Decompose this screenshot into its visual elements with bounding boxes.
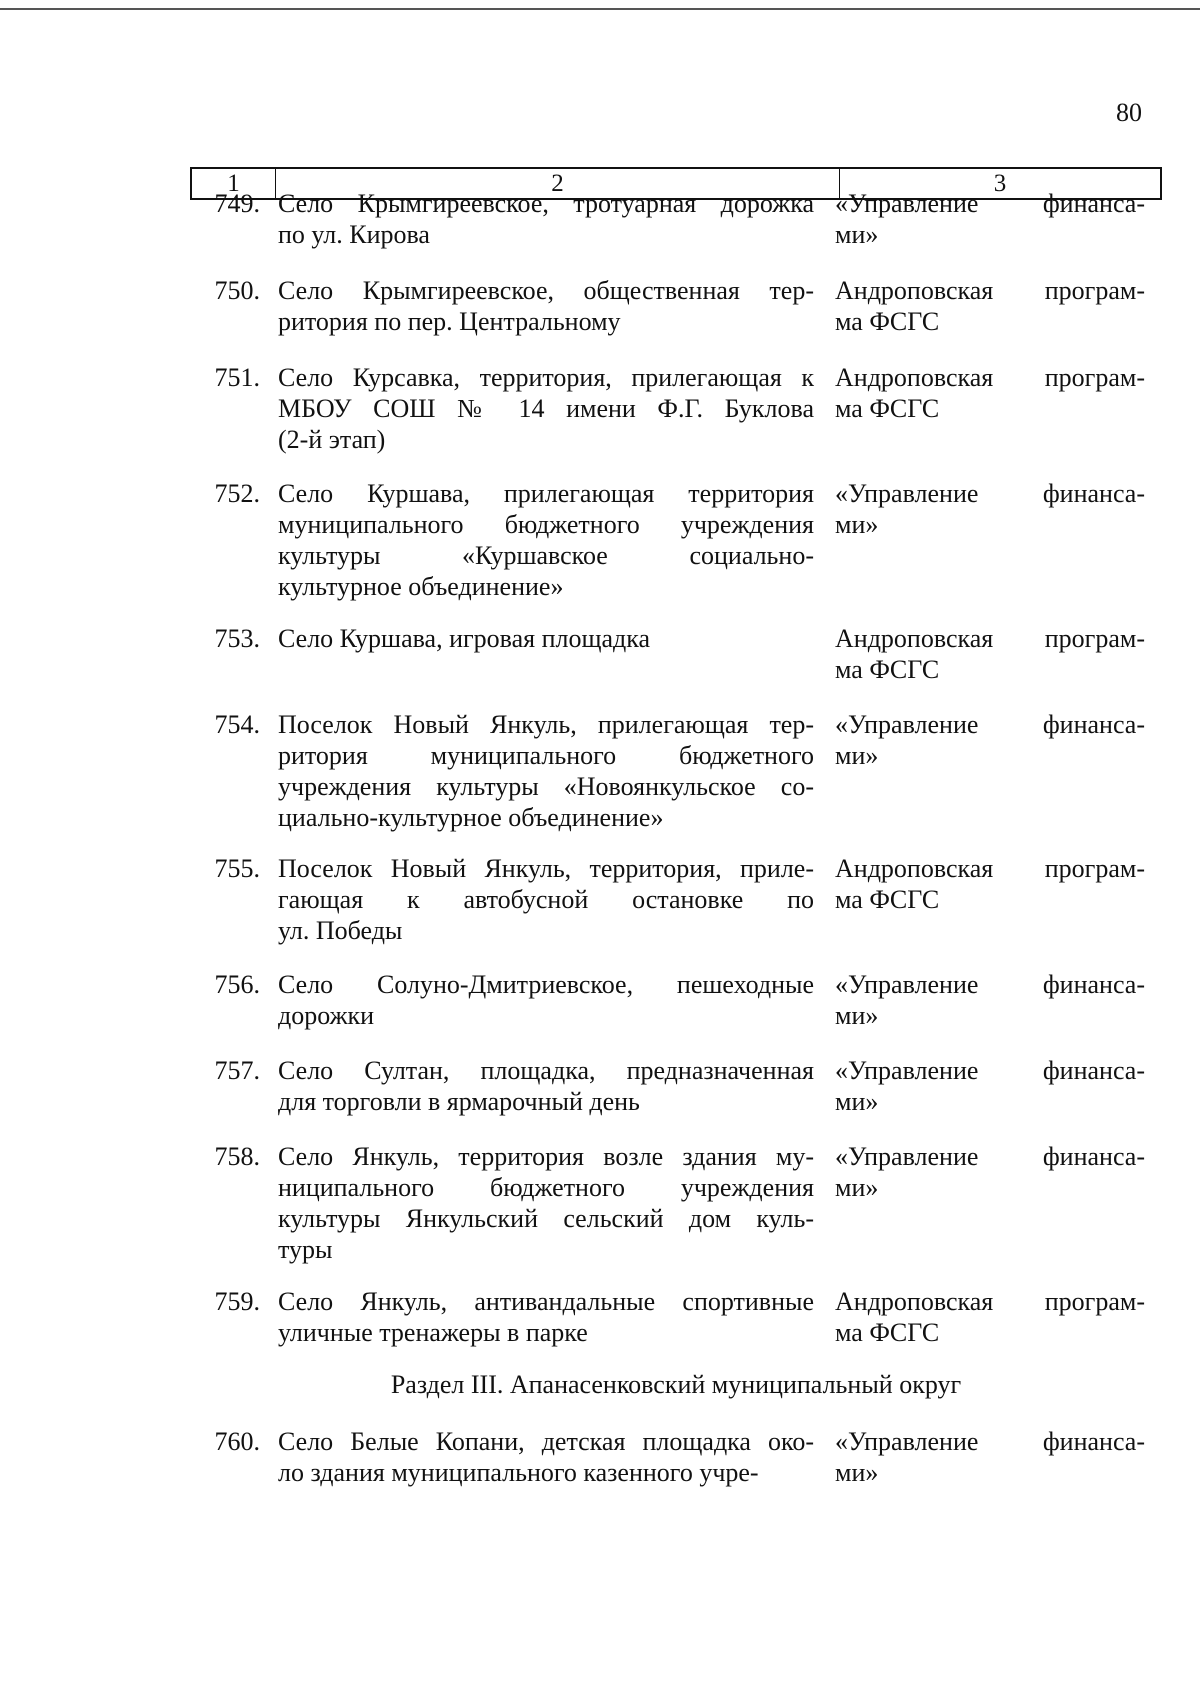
source-line xyxy=(835,275,1145,306)
row-source xyxy=(835,1426,1145,1488)
source-word: «Управление xyxy=(835,479,979,508)
row-number: 757. xyxy=(214,1056,260,1085)
source-line: ма ФСГС xyxy=(835,655,940,684)
source-word: Андроповская xyxy=(835,1287,994,1316)
header-col-3: 3 xyxy=(993,169,1007,197)
description-line: Село Султан, площадка, предназначенная xyxy=(278,1056,814,1085)
source-word: финанса- xyxy=(1042,1142,1145,1171)
header-col-1: 1 xyxy=(192,169,276,198)
source-line: ми» xyxy=(835,510,879,539)
description-line: культурное объединение» xyxy=(278,572,564,601)
description-line: Село Курсавка, территория, прилегающая к xyxy=(278,363,814,392)
row-source xyxy=(835,623,1145,685)
description-line: уличные тренажеры в парке xyxy=(278,1318,588,1347)
description-line: ул. Победы xyxy=(278,916,403,945)
description-line: Поселок Новый Янкуль, прилегающая тер- xyxy=(278,710,814,739)
description-line: (2-й этап) xyxy=(278,425,386,454)
source-word: финанса- xyxy=(1042,479,1145,508)
row-description xyxy=(278,969,814,1031)
description-line: учреждения культуры «Новоянкульское со- xyxy=(278,772,814,801)
row-source xyxy=(835,709,1145,771)
description-line: Село Куршава, прилегающая территория xyxy=(278,479,814,508)
row-number: 756. xyxy=(214,970,260,999)
description-line: Село Солуно-Дмитриевское, пешеходные xyxy=(278,970,814,999)
source-word: финанса- xyxy=(1042,1427,1145,1456)
source-line: ми» xyxy=(835,1458,879,1487)
source-line xyxy=(835,853,1145,884)
source-word: «Управление xyxy=(835,970,979,999)
source-line xyxy=(835,1426,1145,1457)
row-number: 752. xyxy=(214,479,260,508)
description-line: Село Янкуль, антивандальные спортивные xyxy=(278,1287,814,1316)
row-description xyxy=(278,478,814,602)
row-source xyxy=(835,1141,1145,1203)
row-description xyxy=(278,853,814,946)
source-line xyxy=(835,1286,1145,1317)
row-description xyxy=(278,1055,814,1117)
description-line: Село Белые Копани, детская площадка око- xyxy=(278,1427,814,1456)
source-line xyxy=(835,362,1145,393)
source-line: ми» xyxy=(835,1173,879,1202)
description-line: ниципального бюджетного учреждения xyxy=(278,1173,814,1202)
row-number: 750. xyxy=(214,276,260,305)
row-number: 749. xyxy=(214,189,260,218)
section-title: Раздел III. Апанасенковский муниципальный округ xyxy=(390,1370,962,1399)
source-word: «Управление xyxy=(835,1427,979,1456)
source-word: «Управление xyxy=(835,1142,979,1171)
row-source xyxy=(835,188,1145,250)
source-line: ми» xyxy=(835,1001,879,1030)
row-number: 751. xyxy=(214,363,260,392)
description-line: МБОУ СОШ № 14 имени Ф.Г. Буклова xyxy=(278,394,814,423)
source-line xyxy=(835,1055,1145,1086)
row-description xyxy=(278,275,814,337)
row-number: 754. xyxy=(214,710,260,739)
description-line: дорожки xyxy=(278,1001,375,1030)
description-line: Поселок Новый Янкуль, территория, приле- xyxy=(278,854,814,883)
description-line: ритория по пер. Центральному xyxy=(278,307,621,336)
description-line: Село Крымгиреевское, общественная тер- xyxy=(278,276,814,305)
description-line: культуры «Куршавское социально- xyxy=(278,541,814,570)
description-line: культуры Янкульский сельский дом куль- xyxy=(278,1204,814,1233)
row-description xyxy=(278,362,814,455)
source-line xyxy=(835,478,1145,509)
source-line: ми» xyxy=(835,1087,879,1116)
description-line: муниципального бюджетного учреждения xyxy=(278,510,814,539)
row-source xyxy=(835,362,1145,424)
source-word: финанса- xyxy=(1042,710,1145,739)
source-line xyxy=(835,1141,1145,1172)
row-number: 758. xyxy=(214,1142,260,1171)
source-line: ми» xyxy=(835,741,879,770)
source-word: «Управление xyxy=(835,1056,979,1085)
description-line: циально-культурное объединение» xyxy=(278,803,664,832)
row-number: 755. xyxy=(214,854,260,883)
row-source xyxy=(835,478,1145,540)
header-col-2: 2 xyxy=(276,169,840,198)
row-number: 759. xyxy=(214,1287,260,1316)
page-number: 80 xyxy=(1116,98,1142,127)
source-word: програм- xyxy=(1044,854,1145,883)
source-line: ми» xyxy=(835,220,879,249)
row-number: 760. xyxy=(214,1427,260,1456)
description-line: Село Крымгиреевское, тротуарная дорожка xyxy=(278,189,814,218)
row-description xyxy=(278,709,814,833)
source-line xyxy=(835,969,1145,1000)
source-word: програм- xyxy=(1044,624,1145,653)
source-word: Андроповская xyxy=(835,854,994,883)
source-word: Андроповская xyxy=(835,363,994,392)
row-source xyxy=(835,969,1145,1031)
row-number: 753. xyxy=(214,624,260,653)
source-line xyxy=(835,623,1145,654)
source-line: ма ФСГС xyxy=(835,307,940,336)
row-source xyxy=(835,1286,1145,1348)
description-line: ритория муниципального бюджетного xyxy=(278,741,814,770)
row-description xyxy=(278,1286,814,1348)
source-word: «Управление xyxy=(835,189,979,218)
source-word: програм- xyxy=(1044,276,1145,305)
description-line: Село Куршава, игровая площадка xyxy=(278,624,651,653)
source-word: Андроповская xyxy=(835,276,994,305)
description-line: гающая к автобусной остановке по xyxy=(278,885,814,914)
row-source xyxy=(835,1055,1145,1117)
description-line: для торговли в ярмарочный день xyxy=(278,1087,640,1116)
row-description xyxy=(278,623,814,654)
description-line: ло здания муниципального казенного учре- xyxy=(278,1458,759,1487)
row-source xyxy=(835,853,1145,915)
description-line: по ул. Кирова xyxy=(278,220,430,249)
source-word: финанса- xyxy=(1042,189,1145,218)
source-word: финанса- xyxy=(1042,970,1145,999)
source-line: ма ФСГС xyxy=(835,1318,940,1347)
row-source xyxy=(835,275,1145,337)
description-line: Село Янкуль, территория возле здания му- xyxy=(278,1142,814,1171)
description-line: туры xyxy=(278,1235,333,1264)
top-rule xyxy=(0,8,1200,10)
source-word: Андроповская xyxy=(835,624,994,653)
source-word: програм- xyxy=(1044,363,1145,392)
source-line xyxy=(835,188,1145,219)
row-description xyxy=(278,188,814,250)
source-line: ма ФСГС xyxy=(835,394,940,423)
source-word: програм- xyxy=(1044,1287,1145,1316)
source-word: «Управление xyxy=(835,710,979,739)
row-description xyxy=(278,1426,814,1488)
source-word: финанса- xyxy=(1042,1056,1145,1085)
source-line: ма ФСГС xyxy=(835,885,940,914)
source-line xyxy=(835,709,1145,740)
row-description xyxy=(278,1141,814,1265)
